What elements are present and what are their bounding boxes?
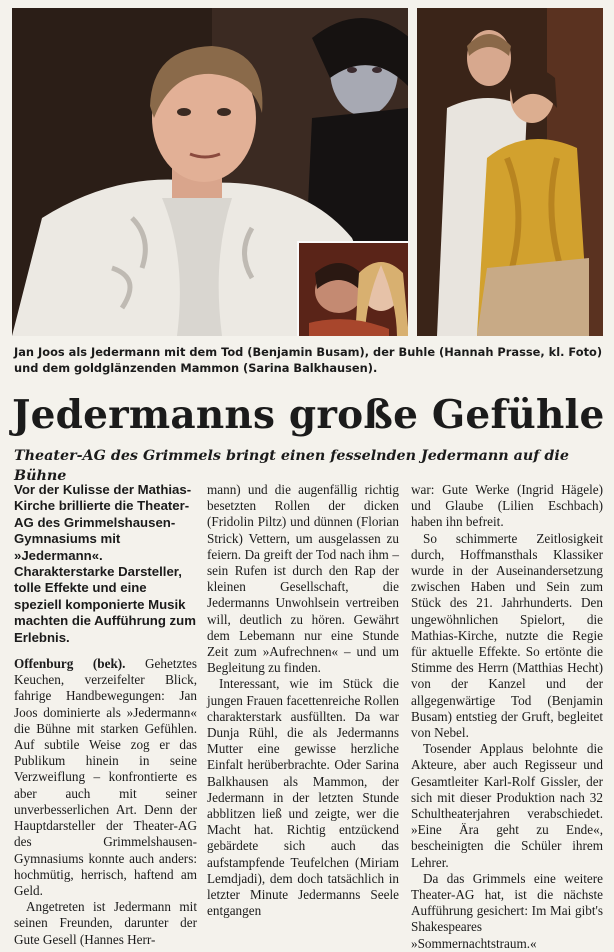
article-column-3 — [411, 482, 603, 952]
article-paragraph: So schimmerte Zeitlosigkeit durch, Hoffmansthals Klassiker wurde in der Auseinandersetzung zwischen Haben und Sein zum Stück des 21. Jahrhunderts. Den ungewöhnlichen Spielort, die Mathias-Kirche, nutzte die Regie für aktuelle Effekte. So ertönte die Stimme des Herrn (Matthias Hecht) von der Kanzel und der allgegenwärtige Tod (Benjamin Busam) entstieg der Gruft, begleitet von Nebel. — [411, 530, 603, 741]
article-paragraph: war: Gute Werke (Ingrid Hägele) und Glaube (Lilien Eschbach) haben ihn befreit. — [411, 482, 603, 530]
main-photo — [12, 8, 408, 336]
article-paragraph: Interessant, wie im Stück die jungen Frauen facettenreiche Rollen charakterstark ausfüllten. Da war Dunja Rühl, die als Jedermanns Mutter eine gewisse herzliche Einfalt herüberbrachte. Oder Sarina Balkhausen als Mammon, der Jedermann in der letzten Stunde abblitzen ließ und zeigte, wer die Macht hat. Richtig entzückend gebärdete sich auch das aufstampfende Teufelchen (Miriam Lemdjadi), dem doch tatsächlich in letzter Minute Jedermanns Seele entgangen — [207, 676, 399, 919]
article-paragraph — [14, 656, 197, 899]
article-column-2 — [207, 482, 399, 919]
side-photo — [417, 8, 603, 336]
photo-mammon — [417, 8, 603, 336]
article-subheadline: Theater-AG des Grimmels bringt einen fesselnden Jedermann auf die Bühne — [14, 448, 569, 484]
article-paragraph: mann) und die augenfällig richtig besetzten Rollen der dicken (Fridolin Piltz) und dünnen (Florian Strick) Vettern, um ausgelassen zu feiern. Da greift der Tod nach ihm – sein Rufen ist durch den Rap der kleinen Gesellschaft, die Jedermanns Unwohlsein vertreiben will, deutlich zu hören. Gewährt dem Lebemann nur eine Stunde Zeit zum »Aufrechnen« – und um Begleitung zu finden. — [207, 482, 399, 676]
dateline: Offenburg (bek). — [14, 656, 126, 672]
photo-buhle — [299, 243, 408, 336]
article-column-1 — [14, 482, 197, 948]
article-paragraph: Tosender Applaus belohnte die Akteure, aber auch Regisseur und Gesamtleiter Karl-Rolf Gissler, der sich mit dieser Produktion nach 32 Schultheaterjahren verabschiedet. »Eine Ära geht zu Ende«, bescheinigten die Schüler ihrem Lehrer. — [411, 741, 603, 870]
photo-caption: Jan Joos als Jedermann mit dem Tod (Benjamin Busam), der Buhle (Hannah Prasse, kl. Foto) und dem goldglänzenden Mammon (Sarina Balkhausen). — [14, 345, 603, 375]
article-lead: Vor der Kulisse der Mathias-Kirche brillierte die Theater-AG des Grimmelshausen-Gymnasiums mit »Jedermann«. Charakterstarke Darsteller, tolle Effekte und eine speziell komponierte Musik machten die Aufführung zum Erlebnis. — [14, 482, 196, 645]
paragraph-text: Gehetztes Keuchen, verzeifelter Blick, fahrige Handbewegungen: Jan Joos dominierte als »Jedermann« die Bühne mit starken Gefühlen. Auf subtile Weise zog er das Publikum hinein in seine Verzweiflung – konfrontierte es aber auch mit seiner unverbesserlichen Art. Denn der Hauptdarsteller der Theater-AG des Grimmelshausen-Gymnasiums konnte auch anders: hochmütig, herrisch, haftend am Geld. — [14, 656, 198, 898]
inset-photo — [297, 241, 408, 336]
article-paragraph: Da das Grimmels eine weitere Theater-AG hat, ist die nächste Aufführung gesichert: Im Mai gibt's Shakespeares »Sommernachtstraum.« — [411, 870, 603, 951]
article-paragraph: Angetreten ist Jedermann mit seinen Freunden, darunter der Gute Gesell (Hannes Herr- — [14, 899, 197, 947]
article-headline: Jedermanns große Gefühle — [12, 392, 605, 438]
